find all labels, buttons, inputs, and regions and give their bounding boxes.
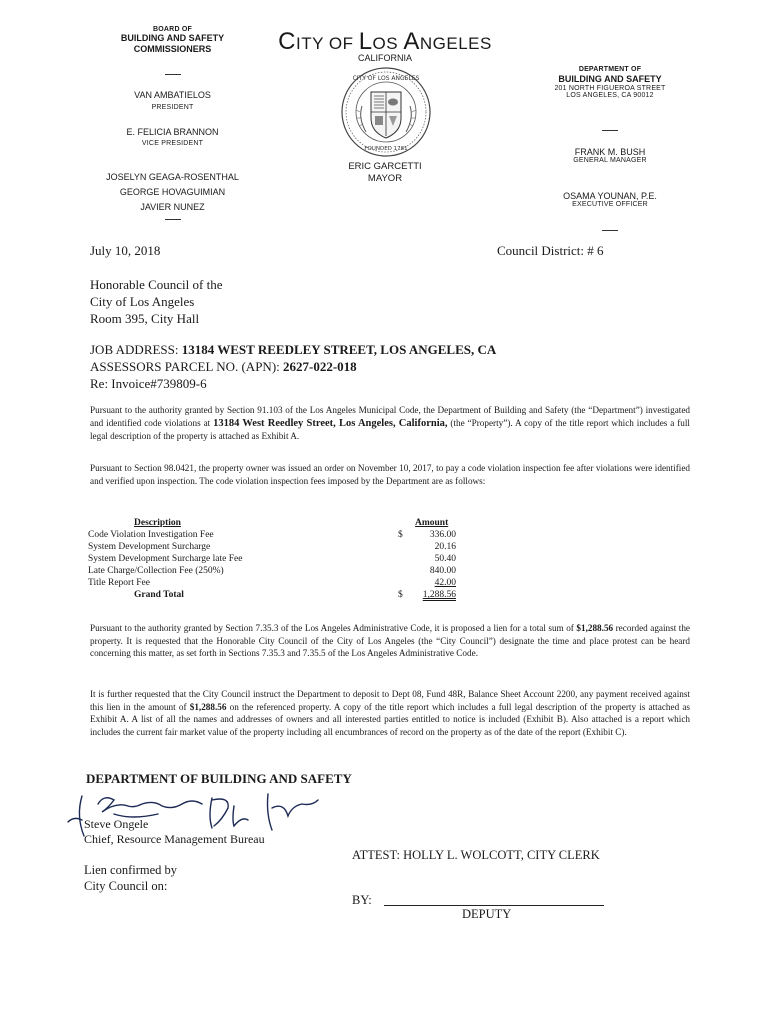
invoice-line: Re: Invoice#739809-6	[90, 376, 207, 391]
fee-amount: 50.40	[434, 554, 456, 564]
president-name: VAN AMBATIELOS	[134, 90, 211, 100]
dept-address-2: LOS ANGELES, CA 90012	[566, 92, 654, 99]
vp-name: E. FELICIA BRANNON	[126, 127, 219, 137]
divider	[602, 230, 618, 231]
job-address: 13184 WEST REEDLEY STREET, LOS ANGELES, CA	[181, 342, 497, 357]
board-line1: BOARD OF	[153, 26, 192, 33]
council-district: Council District: # 6	[497, 243, 604, 258]
grand-total-label: Grand Total	[134, 590, 184, 600]
eo-name: OSAMA YOUNAN, P.E.	[563, 191, 657, 201]
state-label: CALIFORNIA	[357, 53, 412, 63]
dept-line1: DEPARTMENT OF	[578, 66, 642, 73]
fee-row	[88, 541, 468, 553]
city-title: CITY OF LOS ANGELES	[278, 28, 492, 55]
fee-description: System Development Surcharge late Fee	[88, 554, 243, 564]
dept-heading	[530, 66, 690, 99]
signer-name: Steve Ongele	[84, 817, 149, 831]
divider	[165, 219, 181, 220]
divider	[602, 130, 618, 131]
addressee-block	[90, 276, 223, 327]
vp-title: VICE PRESIDENT	[141, 140, 204, 147]
addressee-line-2: City of Los Angeles	[90, 294, 195, 309]
grand-total-dollar: $	[398, 590, 403, 600]
svg-text:CITY OF LOS ANGELES: CITY OF LOS ANGELES	[352, 75, 420, 82]
paragraph-3: Pursuant to the authority granted by Section 7.35.3 of the Los Angeles Administrative Code, it is proposed a lien for a total sum of $1,288.56 recorded against the property. It is requested that the Honorable City Council of the City of Los Angeles (the “City Council”) designate the time and place protest can be heard concerning this matter, as set forth in Sections 7.35.3 and 7.35.5 of the Los Angeles Administrative Code.	[90, 623, 691, 659]
eo-block	[530, 191, 690, 208]
lien-confirmation: Lien confirmed by City Council on:	[84, 863, 178, 893]
letter-date: July 10, 2018	[90, 243, 161, 258]
fee-amount: 336.00	[429, 530, 456, 540]
grand-total-amount: 1,288.56	[422, 590, 456, 600]
signer-title: Chief, Resource Management Bureau	[84, 832, 265, 846]
deputy-label: DEPUTY	[462, 907, 512, 921]
board-line2: BUILDING AND SAFETY	[120, 33, 225, 43]
amount-header: Amount	[415, 518, 449, 528]
attest-line: ATTEST: HOLLY L. WOLCOTT, CITY CLERK	[352, 848, 600, 862]
gm-name: FRANK M. BUSH	[574, 147, 646, 157]
president-block	[60, 90, 285, 111]
signer-block	[84, 817, 265, 847]
fee-dollar-sign: $	[398, 530, 403, 540]
apn-number: 2627-022-018	[283, 359, 357, 374]
fee-amount: 42.00	[434, 578, 456, 588]
paragraph-2: Pursuant to Section 98.0421, the property owner was issued an order on November 10, 2017, to pay a code violation inspection fee after violations were identified and verified upon inspection. The code violation inspection fees imposed by the Department are as follows:	[90, 463, 690, 486]
addressee-line-3: Room 395, City Hall	[90, 311, 200, 326]
paragraph-4: It is further requested that the City Council instruct the Department to deposit to Dept 08, Fund 48R, Balance Sheet Account 2200, any payment received against this lien in the amount of $1,288.56 on the referenced property. A copy of the title report which includes a full legal description of the property is attached as Exhibit A. A list of all the names and addresses of owners and all interested parties entitled to notice is included (Exhibit B). Also attached is a report which includes the current fair market value of the property including all encumbrances of record on the property as of the date of the report (Exhibit C).	[90, 689, 690, 737]
svg-text:FOUNDED 1781: FOUNDED 1781	[364, 146, 408, 152]
fee-description: Title Report Fee	[88, 578, 150, 588]
fee-amount: 840.00	[429, 566, 456, 576]
mayor-block	[300, 161, 470, 185]
fee-description: System Development Surcharge	[88, 542, 211, 552]
paragraph-1: Pursuant to the authority granted by Section 91.103 of the Los Angeles Municipal Code, the Department of Building and Safety (the “Department”) investigated and identified code violations at 13184 West Reedley Street, Los Angeles, California, (the “Property”). A copy of the title report which includes a full legal description of the property is attached as Exhibit A.	[90, 405, 690, 442]
desc-header: Description	[134, 518, 181, 528]
president-title: PRESIDENT	[151, 104, 194, 111]
fee-row	[88, 577, 468, 589]
fee-row	[88, 529, 468, 541]
gm-block	[530, 147, 690, 164]
commissioners-list	[60, 170, 285, 215]
department-signature-heading: DEPARTMENT OF BUILDING AND SAFETY	[86, 771, 352, 786]
board-line3: COMMISSIONERS	[133, 44, 212, 54]
commissioner-3: JAVIER NUNEZ	[140, 202, 205, 212]
vp-block	[60, 127, 285, 147]
by-label: BY:	[352, 893, 372, 907]
commissioner-2: GEORGE HOVAGUIMIAN	[119, 187, 226, 197]
fees-table	[88, 517, 468, 601]
gm-title: GENERAL MANAGER	[573, 157, 647, 164]
dept-line2: BUILDING AND SAFETY	[558, 74, 662, 84]
commissioner-1: JOSELYN GEAGA-ROSENTHAL	[106, 172, 239, 182]
dept-address-1: 201 NORTH FIGUEROA STREET	[554, 85, 666, 92]
job-address-line: JOB ADDRESS: 13184 WEST REEDLEY STREET, LOS ANGELES, CA	[90, 342, 497, 357]
fee-row	[88, 565, 468, 577]
mayor-name: ERIC GARCETTI	[348, 161, 422, 172]
subject-block	[90, 341, 496, 392]
eo-title: EXECUTIVE OFFICER	[572, 201, 648, 208]
fee-description: Code Violation Investigation Fee	[88, 530, 214, 540]
fee-row	[88, 553, 468, 565]
grand-total-row	[88, 589, 468, 601]
fee-amount: 20.16	[434, 542, 456, 552]
addressee-line-1: Honorable Council of the	[90, 277, 223, 292]
mayor-title: MAYOR	[367, 173, 403, 184]
city-seal	[340, 66, 432, 158]
divider	[165, 74, 181, 75]
apn-line: ASSESSORS PARCEL NO. (APN): 2627-022-018	[90, 359, 357, 374]
fee-description: Late Charge/Collection Fee (250%)	[88, 566, 224, 576]
fees-header-row	[88, 517, 468, 529]
